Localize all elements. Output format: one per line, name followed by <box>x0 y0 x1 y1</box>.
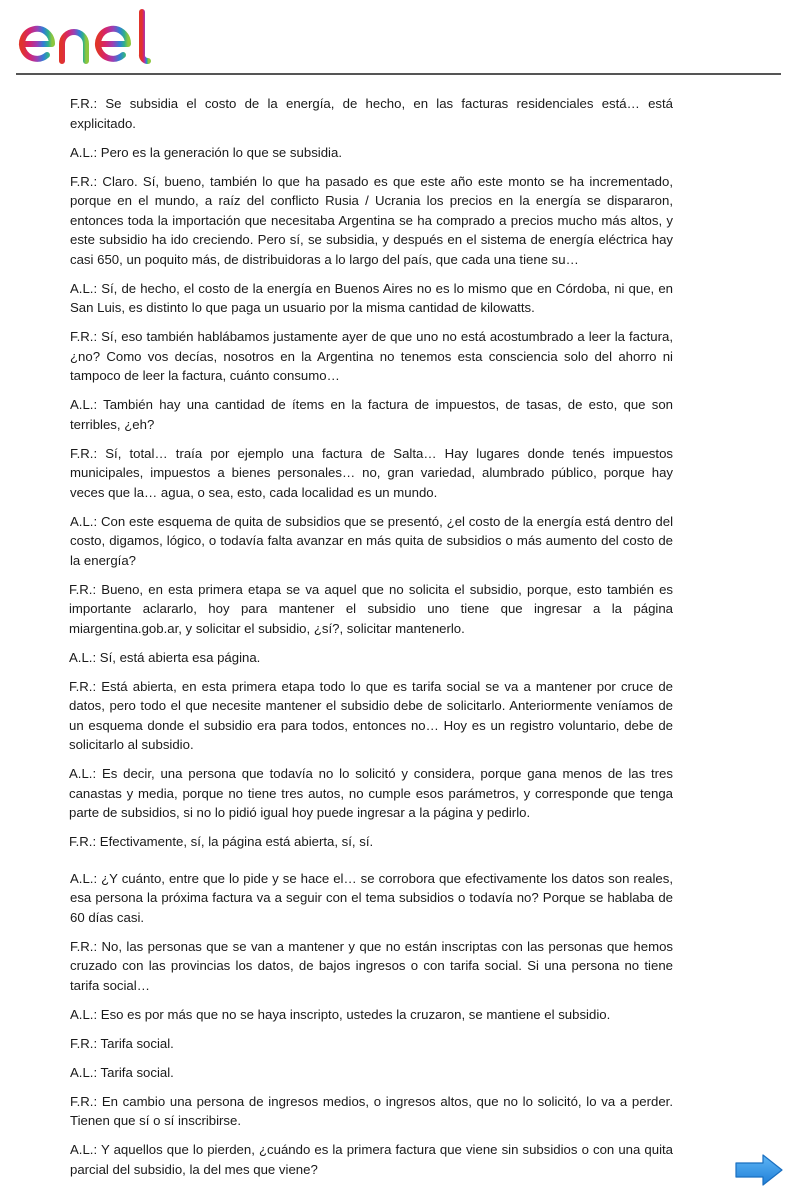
transcript-paragraph: A.L.: Con este esquema de quita de subsidios que se presentó, ¿el costo de la energía está dentro del costo, digamos, lógico, o todavía falta avanzar en más quita de subsidios o más aumento del costo de la energía? <box>70 513 673 568</box>
transcript-paragraph: A.L.: Pero es la generación lo que se subsidia. <box>70 144 342 160</box>
transcript-paragraph: F.R.: No, las personas que se van a mantener y que no están inscriptas con las personas que hemos cruzado con las provincias los datos, de bajos ingresos o con tarifa social. Si una persona no tiene tarifa social… <box>70 938 673 993</box>
transcript-paragraph: F.R.: En cambio una persona de ingresos medios, o ingresos altos, que no lo solicitó, lo va a perder. Tienen que sí o sí inscribirse. <box>70 1093 673 1128</box>
transcript-paragraph: F.R.: Sí, eso también hablábamos justamente ayer de que uno no está acostumbrado a leer la factura, ¿no? Como vos decías, nosotros en la Argentina no tenemos esta consciencia solo del ahorro ni tampoco de leer la factura, cuánto consumo… <box>70 329 673 383</box>
transcript-paragraph: A.L.: Es decir, una persona que todavía no lo solicitó y considera, porque gana menos de las tres canastas y media, porque no tiene tres autos, no cumple esos parámetros, y corresponde que tenga parte de subsidios, si no lo pidió igual hoy puede ingresar a la página y pedirlo. <box>69 766 673 820</box>
transcript-paragraph: F.R.: Está abierta, en esta primera etapa todo lo que es tarifa social se va a mantener por cruce de datos, pero todo el que necesite mantener el subsidio debe de solicitarlo. Anteriormente veníamos de un esquema donde el subsidio era para todos, entonces no… Hoy es un registro voluntario, debe de solicitarlo al subsidio. <box>69 678 673 752</box>
enel-logo <box>16 6 176 70</box>
transcript-paragraph: A.L.: Y aquellos que lo pierden, ¿cuándo es la primera factura que viene sin subsidios o con una quita parcial del subsidio, la del mes que viene? <box>70 1142 673 1177</box>
transcript-body <box>70 94 673 1189</box>
header-divider <box>16 73 781 75</box>
transcript-paragraph: A.L.: ¿Y cuánto, entre que lo pide y se hace el… se corrobora que efectivamente los datos son reales, esa persona la próxima factura va a seguir con el tema subsidios o todavía no? Porque se hablaba de 60 días casi. <box>70 870 673 925</box>
transcript-paragraph: F.R.: Bueno, en esta primera etapa se va aquel que no solicita el subsidio, porque, esto también es importante aclararlo, hoy para mantener el subsidio uno tiene que ingresar a la página miargentina.gob.ar, y solicitar el subsidio, ¿sí?, solicitar mantenerlo. <box>69 581 673 636</box>
right-arrow-icon[interactable] <box>733 1152 785 1188</box>
transcript-paragraph: F.R.: Se subsidia el costo de la energía, de hecho, en las facturas residenciales está… está explicitado. <box>70 96 673 131</box>
page-header <box>0 0 800 80</box>
transcript-paragraph: A.L.: Sí, de hecho, el costo de la energía en Buenos Aires no es lo mismo que en Córdoba, ni que, en San Luis, es distinto lo que paga un usuario por la misma cantidad de kilowatts. <box>70 280 673 315</box>
transcript-paragraph: F.R.: Tarifa social. <box>70 1035 174 1051</box>
transcript-paragraph: A.L.: Sí, está abierta esa página. <box>69 649 261 665</box>
transcript-paragraph: A.L.: Tarifa social. <box>70 1064 174 1080</box>
transcript-paragraph: F.R.: Claro. Sí, bueno, también lo que ha pasado es que este año este monto se ha incrementado, porque en el mundo, a raíz del conflicto Rusia / Ucrania los precios en la energía se dispararon, entonces toda la importación que necesitaba Argentina se ha comprado a precios mucho más altos, y este subsidio ha ido creciendo. Pero sí, se subsidia, y después en el sistema de energía eléctrica hay casi 650, un poquito más, de distribuidoras a lo largo del país, que cada una tiene su… <box>70 173 673 267</box>
transcript-paragraph: A.L.: También hay una cantidad de ítems en la factura de impuestos, de tasas, de esto, que son terribles, ¿eh? <box>70 397 673 432</box>
transcript-paragraph: F.R.: Efectivamente, sí, la página está abierta, sí, sí. <box>69 834 374 849</box>
transcript-paragraph: F.R.: Sí, total… traía por ejemplo una factura de Salta… Hay lugares donde tenés impuestos municipales, impuestos a bienes personales… no, gran variedad, alumbrado público, porque hay veces que la… agua, o sea, esto, cada localidad es un mundo. <box>70 445 673 500</box>
transcript-paragraph: A.L.: Eso es por más que no se haya inscripto, ustedes la cruzaron, se mantiene el subsidio. <box>70 1006 611 1022</box>
